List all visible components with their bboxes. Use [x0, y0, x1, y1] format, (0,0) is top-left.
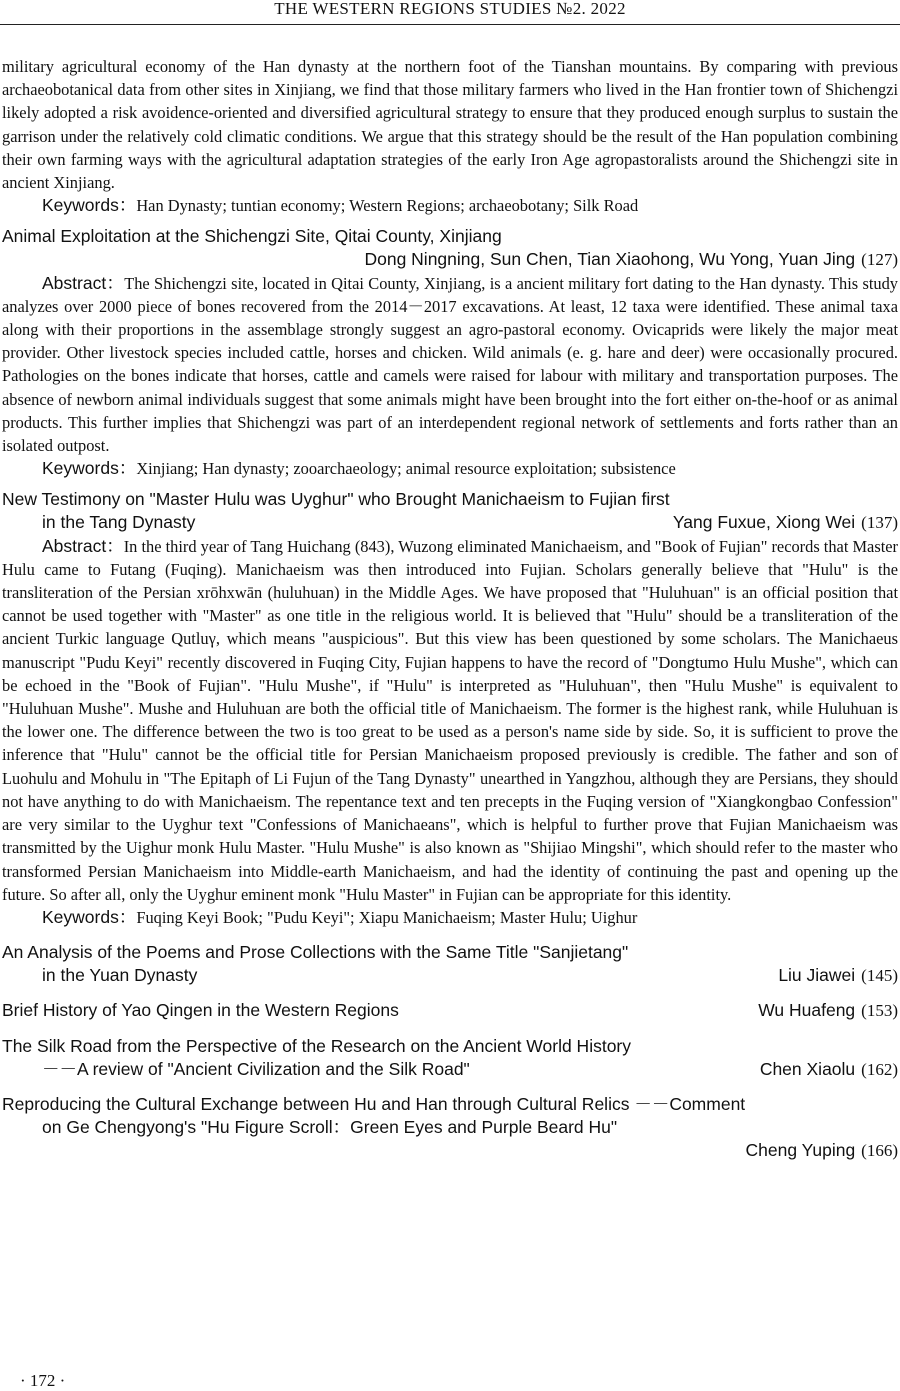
keywords-label: Keywords： [42, 906, 137, 927]
article-abstract [2, 272, 898, 458]
article-title: Animal Exploitation at the Shichengzi Site, Qitai County, Xinjiang [2, 226, 502, 247]
article-entry-animal-exploitation [2, 225, 898, 480]
article-authors: Dong Ningning, Sun Chen, Tian Xiaohong, Wu Yong, Yuan Jing [364, 249, 856, 270]
keywords-text: Han Dynasty; tuntian economy; Western Regions; archaeobotany; Silk Road [136, 196, 639, 216]
article-entry-sanjietang [2, 941, 898, 987]
article-page: (166) [861, 1140, 898, 1160]
article-title-cont: on Ge Chengyong's "Hu Figure Scroll：Green Eyes and Purple Beard Hu" [42, 1116, 618, 1137]
article-title: Brief History of Yao Qingen in the Western Regions [2, 1000, 399, 1021]
article-abstract [2, 535, 898, 906]
article-entry-master-hulu [2, 488, 898, 929]
article-page: (153) [861, 1001, 898, 1021]
article-title-cont: in the Tang Dynasty [42, 512, 196, 533]
article-keywords [2, 906, 898, 929]
article-authors: Wu Huafeng [758, 1000, 856, 1021]
intro-abstract-continued: military agricultural economy of the Han dynasty at the northern foot of the Tianshan mountains. By comparing with previous archaeobotanical data from other sites in Xinjiang, we find that those military farmers who lived in the Han frontier town of Shichengzi likely adopted a risk avoidence-oriented and diversified agricultural strategy to ensure that they produced enough surplus to sustain the garrison under the relatively cold climatic conditions. We argue that this strategy should be the result of the Han population combining their own farming ways with the agricultural adaptation strategies of the early Iron Age agropastoralists around the Shichengzi site in ancient Xinjiang. [2, 57, 898, 193]
keywords-label: Keywords： [42, 458, 137, 479]
keywords-text: Fuqing Keyi Book; "Pudu Keyi"; Xiapu Manichaeism; Master Hulu; Uighur [136, 907, 638, 927]
abstract-text: In the third year of Tang Huichang (843), Wuzong eliminated Manichaeism, and "Book of Fujian" records that Master Hulu came to Futang (Fuqing). Manichaeism was then introduced into Fujian. Scholars generally believe that "Hulu" is the transliteration of the Persian xrōhxwān (huluhuan) in the Middle Ages. We have proposed that "Huluhuan" is an official position that cannot be used together with "Master" as one title in the religious world. It is believed that "Hulu" should be a transliteration of the ancient Turkic language Qutluγ, which means "auspicious". But this view has been questioned by some scholars. The Manichaeus manuscript "Pudu Keyi" recently discovered in Fuqing City, Fujian happens to have the record of "Dongtumo Hulu Mushe", which can be echoed in the "Book of Fujian". "Hulu Mushe", if "Hulu" is interpreted as "Huluhuan", then "Hulu Mushe" is equivalent to "Huluhuan Mushe". Mushe and Huluhuan are both the official title of Manichaeism. The former is the highest rank, while Huluhuan is the lower one. The difference between the two is too great to be used as a person's name side by side. So, it is sufficient to prove the inference that "Hulu" cannot be the official title for Persian Manichaeism proposed previously is credible. The father and son of Luohulu and Mohulu in "The Epitaph of Li Fujun of the Tang Dynasty" unearthed in Yangzhou, although they are Persians, they should not have anything to do with Manichaeism. The repentance text and ten precepts in the Fuqing version of "Xiangkongbao Confession" are very similar to the Uyghur text "Confessions of Manichaeans", which is helpful to further prove that Fujian Manichaeism was transmitted by the Uighur monk Hulu Master. "Hulu Mushe" is also known as "Shijiao Mingshi", which should refer to the master who transformed Persian Manichaeism into Middle-earth Manichaeism, and had the identity of continuing the past and opening up the future. So after all, only the Uyghur eminent monk "Hulu Master" in Fujian can be appropriate for this identity. [2, 536, 898, 904]
article-authors: Liu Jiawei [778, 965, 856, 986]
article-keywords [2, 457, 898, 480]
article-authors: Yang Fuxue, Xiong Wei [672, 512, 856, 533]
article-entry-silk-road-review [2, 1035, 898, 1081]
header-rule [0, 24, 900, 25]
article-title: Reproducing the Cultural Exchange between Hu and Han through Cultural Relics －－Comment [2, 1093, 746, 1114]
page-number: · 172 · [20, 1371, 66, 1390]
article-authors: Cheng Yuping [745, 1139, 856, 1160]
article-page: (127) [861, 250, 898, 270]
article-entry-yao-qingen [2, 999, 898, 1022]
page-content [2, 55, 898, 1162]
article-entry-hu-figure-scroll [2, 1093, 898, 1162]
running-header: THE WESTERN REGIONS STUDIES №2. 2022 [274, 0, 626, 18]
article-page: (137) [861, 513, 898, 533]
article-title: An Analysis of the Poems and Prose Collections with the Same Title "Sanjietang" [2, 942, 629, 963]
abstract-label: Abstract： [42, 272, 125, 293]
abstract-text: The Shichengzi site, located in Qitai County, Xinjiang, is a ancient military fort dating to the Han dynasty. This study analyzes over 2000 piece of bones recovered from the 2014－2017 excavations. At least, 12 taxa were identified. These animal taxa along with their proportions in the assemblage strongly suggest an agro-pastoral economy. Ovicaprids were likely the major meat provider. Other livestock species included cattle, horses and chicken. Wild animals (e. g. hare and deer) were occasionally procured. Pathologies on the bones indicate that horses, cattle and camels were raised for labour with military and transportation purposes. The absence of newborn animal individuals suggest that some animals might have been brought into the fort either on-the-hoof or as animal products. This further implies that Shichengzi was part of an interdependent regional network of settlements and forts rather than an isolated outpost. [2, 273, 898, 456]
article-title-cont: －－A review of "Ancient Civilization and the Silk Road" [42, 1058, 470, 1079]
keywords-label: Keywords： [42, 195, 137, 216]
article-title: New Testimony on "Master Hulu was Uyghur" who Brought Manichaeism to Fujian first [2, 489, 670, 510]
abstract-label: Abstract： [42, 535, 124, 556]
article-title-cont: in the Yuan Dynasty [42, 965, 198, 986]
keywords-text: Xinjiang; Han dynasty; zooarchaeology; animal resource exploitation; subsistence [136, 459, 676, 479]
article-title: The Silk Road from the Perspective of the Research on the Ancient World History [2, 1035, 632, 1056]
article-page: (145) [861, 966, 898, 986]
article-page: (162) [861, 1059, 898, 1079]
article-authors: Chen Xiaolu [759, 1058, 856, 1079]
intro-keywords [2, 194, 898, 217]
